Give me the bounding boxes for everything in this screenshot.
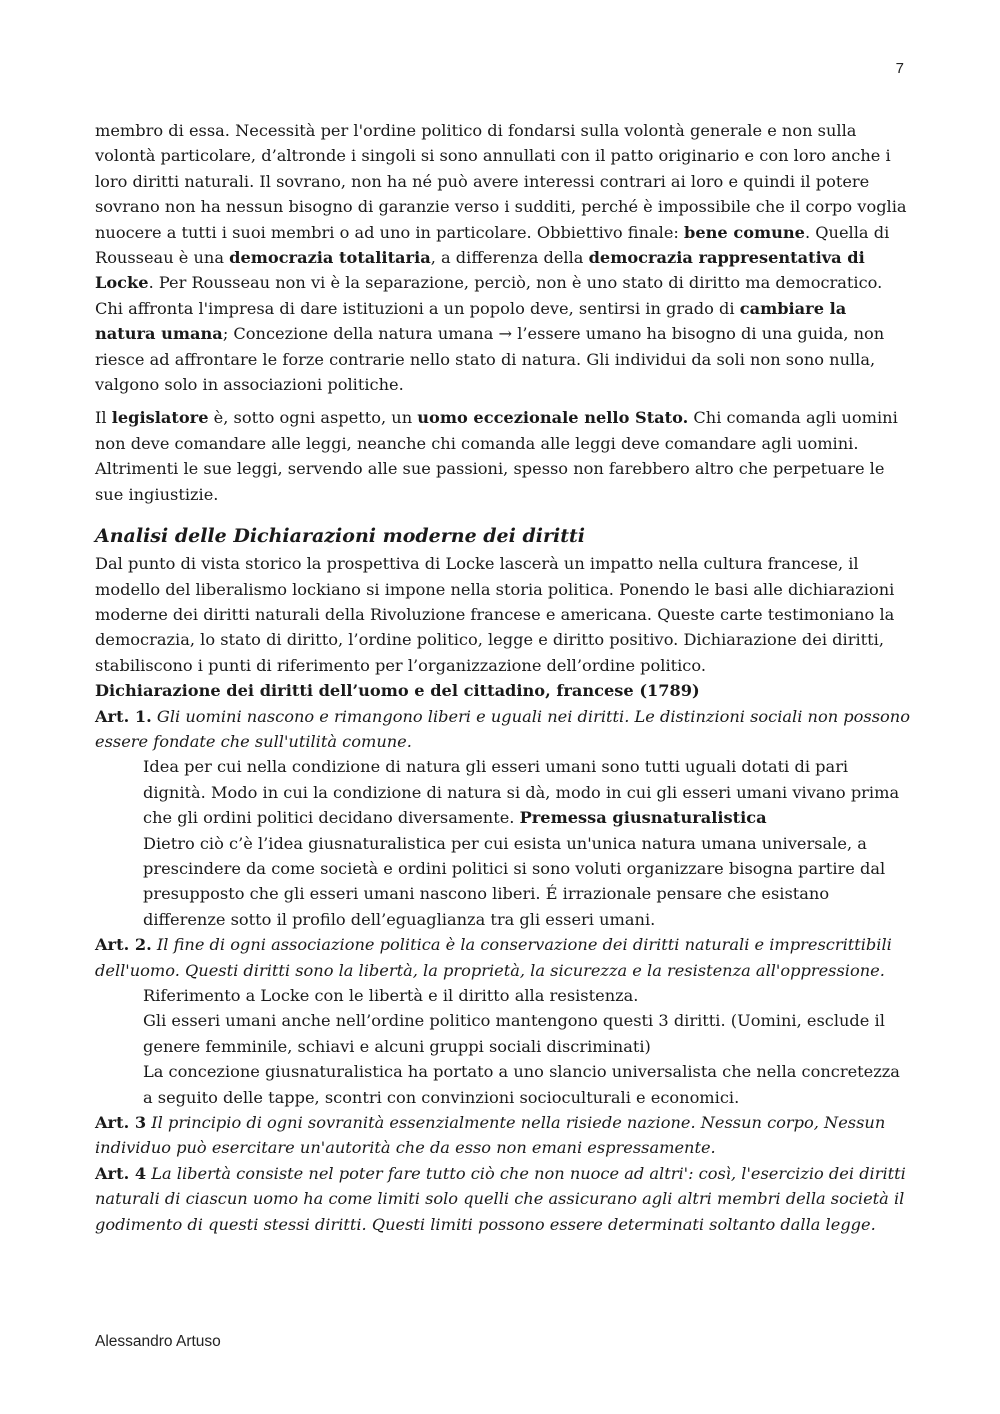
paragraph-section-intro: Dal punto di vista storico la prospettiva di Locke lascerà un impatto nella cultura francese, il modello del liberalismo lockiano si impone nella storia politica. Ponendo le basi alle dichiarazioni moderne dei diritti naturali della Rivoluzione francese e americana. Queste carte testimoniano la democrazia, lo stato di diritto, l’ordine politico, legge e diritto positivo. Dichiarazione dei diritti, stabiliscono i punti di riferimento per l’organizzazione dell’ordine politico. <box>95 554 895 675</box>
declaration-title: Dichiarazione dei diritti dell’uomo e del cittadino, francese (1789) <box>95 681 700 701</box>
text-span: membro di essa. Necessità per l'ordine politico di fondarsi sulla volontà generale e non sulla volontà particolare, d’altronde i singoli si sono annullati con il patto originario e con loro anche i loro diritti naturali. Il sovrano, non ha né può avere interessi contrari ai loro e quindi il potere sovrano non ha nessun bisogno di garanzie verso i sudditi, perché è impossibile che il corpo voglia nuocere a tutti i suoi membri o ad uno in particolare. Obbiettivo finale: <box>95 121 907 242</box>
arrow-right-icon: → <box>498 324 513 344</box>
bold-term: bene comune <box>684 222 805 242</box>
bold-term: democrazia rappresentativa di Locke <box>95 248 865 293</box>
bold-term: uomo eccezionale nello Stato. <box>417 408 689 428</box>
article-label: Art. 1. <box>95 706 152 726</box>
text-span: è, sotto ogni aspetto, un <box>208 408 418 428</box>
section-heading: Analisi delle Dichiarazioni moderne dei diritti <box>95 525 585 548</box>
article-3 <box>95 1110 910 1161</box>
text-span: . Quella di Rousseau è una <box>95 222 890 268</box>
article-text: Gli uomini nascono e rimangono liberi e uguali nei diritti. Le distinzioni sociali non possono essere fondate che sull'utilità comune. <box>95 706 910 751</box>
text-span: . Per Rousseau non vi è la separazione, perciò, non è uno stato di diritto ma democratico. <box>148 273 883 293</box>
article-1 <box>95 704 910 755</box>
article-text: Il principio di ogni sovranità essenzialmente nella risiede nazione. Nessun corpo, Nessun individuo può esercitare un'autorità che da esso non emani espressamente. <box>95 1113 886 1158</box>
bold-term: cambiare la natura umana <box>95 298 847 344</box>
bold-term: democrazia totalitaria <box>229 248 431 268</box>
bold-term: legislatore <box>111 408 209 428</box>
page-number: 7 <box>895 60 904 77</box>
text-span: ; Concezione della natura umana <box>222 324 499 344</box>
text-span: Chi comanda agli uomini non deve comandare alle leggi, neanche chi comanda alle leggi deve comandare agli uomini. Altrimenti le sue leggi, servendo alle sue passioni, spesso non farebbero altro che perpetuare le sue ingiustizie. <box>95 408 898 504</box>
article-2-comment: Riferimento a Locke con le libertà e il diritto alla resistenza. <box>143 986 639 1005</box>
article-label: Art. 3 <box>95 1113 147 1133</box>
article-2-comment: La concezione giusnaturalistica ha portato a uno slancio universalista che nella concretezza a seguito delle tappe, scontri con convinzioni socioculturali e economici. <box>143 1062 900 1107</box>
article-label: Art. 2. <box>95 935 152 955</box>
paragraph-natura-umana <box>95 296 910 398</box>
bold-term: Premessa giusnaturalistica <box>519 808 767 828</box>
article-1-comment: Dietro ciò c’è l’idea giusnaturalistica per cui esista un'unica natura umana universale, a prescindere da come società e ordini politici si sono voluti organizzare bisogna partire dal presupposto che gli esseri umani nascono liberi. É irrazionale pensare che esistano differenze sotto il profilo dell’eguaglianza tra gli esseri umani. <box>143 833 886 929</box>
article-2 <box>95 932 910 983</box>
article-2-comment: Gli esseri umani anche nell’ordine politico mantengono questi 3 diritti. (Uomini, esclude il genere femminile, schiavi e alcuni gruppi sociali discriminati) <box>143 1011 885 1056</box>
article-4 <box>95 1161 910 1237</box>
article-text: La libertà consiste nel poter fare tutto ciò che non nuoce ad altri': così, l'esercizio dei diritti naturali di ciascun uomo ha come limiti solo quelli che assicurano agli altri membri della società il godimento di questi stessi diritti. Questi limiti possono essere determinati soltanto dalla legge. <box>95 1163 906 1234</box>
text-span: l’essere umano ha bisogno di una guida, non riesce ad affrontare le forze contrarie nello stato di natura. Gli individui da soli non sono nulla, valgono solo in associazioni politiche. <box>95 324 885 395</box>
text-span: Il <box>95 408 112 428</box>
text-span: Chi affronta l'impresa di dare istituzioni a un popolo deve, sentirsi in grado di <box>95 298 740 318</box>
page-content <box>95 118 910 1237</box>
article-text: Il fine di ogni associazione politica è la conservazione dei diritti naturali e imprescrittibili dell'uomo. Questi diritti sono la libertà, la proprietà, la sicurezza e la resistenza all'oppressione. <box>95 935 892 980</box>
footer-author: Alessandro Artuso <box>95 1333 221 1350</box>
paragraph-legislatore <box>95 405 910 507</box>
paragraph-rousseau <box>95 118 910 296</box>
article-1-comment <box>95 754 910 830</box>
text-span: , a differenza della <box>430 248 589 268</box>
article-label: Art. 4 <box>95 1163 147 1183</box>
text-span: Idea per cui nella condizione di natura gli esseri umani sono tutti uguali dotati di pari dignità. Modo in cui la condizione di natura si dà, modo in cui gli esseri umani vivano prima che gli ordini politici decidano diversamente. <box>143 757 900 828</box>
